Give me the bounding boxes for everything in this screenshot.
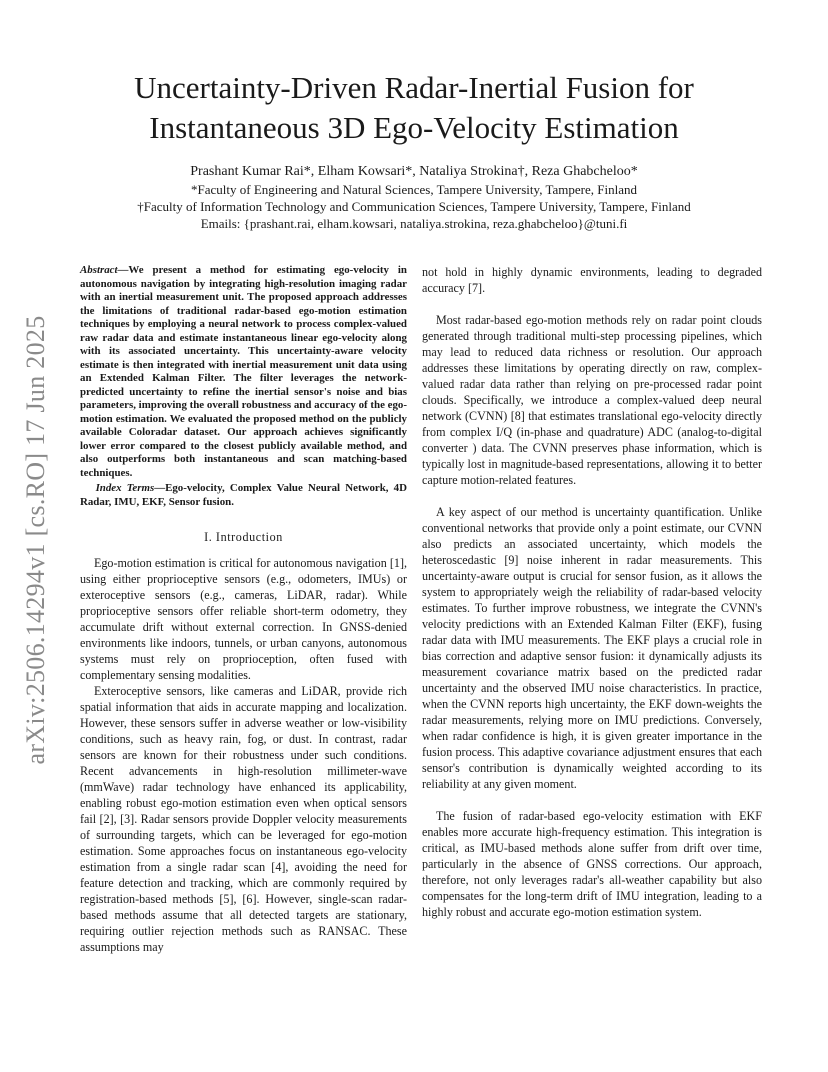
author-emails: Emails: {prashant.rai, elham.kowsari, nataliya.strokina, reza.ghabcheloo}@tuni.fi xyxy=(200,216,628,231)
title-line-1: Uncertainty-Driven Radar-Inertial Fusion for xyxy=(134,70,694,105)
paragraph: Ego-motion estimation is critical for autonomous navigation [1], using either proprioceptive sensors (e.g., odometers, IMUs) or exteroceptive sensors (e.g., cameras, LiDAR, radar). While proprioceptive sensors offer reliable short-term odometry, they accumulate drift without external correction. In GNSS-denied environments like indoors, tunnels, or urban canyons, autonomous systems must rely on proprioception, often fused with complementary sensing modalities. xyxy=(80,556,407,682)
index-terms xyxy=(80,482,407,509)
arxiv-sidebar-stamp xyxy=(16,300,56,780)
abstract-text: —We present a method for estimating ego-velocity in autonomous navigation by integrating high-resolution imaging radar with an inertial measurement unit. The proposed approach addresses the limitations of traditional radar-based ego-motion estimation techniques by employing a neural network to process complex-valued raw radar data and estimate instantaneous linear ego-velocity along with its associated uncertainty. This uncertainty-aware velocity estimate is then integrated with inertial measurement unit data using an Extended Kalman Filter. The filter leverages the network-predicted uncertainty to refine the inertial sensor's noise and bias parameters, improving the overall robustness and accuracy of the ego-motion estimation. We evaluated the proposed method on the publicly available Coloradar dataset. Our approach achieves significantly lower error compared to the closest publicly available method, and also outperforms both instantaneous and scan matching-based techniques. xyxy=(80,264,407,479)
left-column xyxy=(80,264,407,955)
abstract-label: Abstract xyxy=(80,264,118,276)
paper-title xyxy=(60,68,768,148)
affiliation-2: †Faculty of Information Technology and Communication Sciences, Tampere University, Tampere, Finland xyxy=(137,199,691,214)
paragraph: The fusion of radar-based ego-velocity estimation with EKF enables more accurate high-frequency estimation. This integration is critical, as IMU-based methods alone suffer from drift over time, particularly in the absence of GNSS corrections. Our approach, therefore, not only leverages radar's all-weather capability but also compensates for the long-term drift of IMU integration, leading to a highly robust and accurate ego-motion estimation system. xyxy=(422,809,762,919)
affiliations xyxy=(60,181,768,232)
title-line-2: Instantaneous 3D Ego-Velocity Estimation xyxy=(149,110,679,145)
paragraph: not hold in highly dynamic environments, leading to degraded accuracy [7]. xyxy=(422,265,762,295)
paragraph: A key aspect of our method is uncertainty quantification. Unlike conventional networks that provide only a point estimate, our CVNN also predicts an associated uncertainty, which models the heteroscedastic [9] noise inherent in radar measurements. This uncertainty-aware output is crucial for sensor fusion, as it allows the system to appropriately weigh the reliability of radar-based velocity estimates. To further improve robustness, we integrate the CVNN's velocity predictions with an Extended Kalman Filter (EKF), fusing radar data with IMU measurements. The EKF plays a crucial role in bias correction and adaptive sensor fusion: it dynamically adjusts its measurement covariance matrix based on the predicted radar uncertainty and the observed IMU noise characteristics. In practice, when the CVNN reports high uncertainty, the EKF down-weights the radar measurements, relying more on IMU predictions. Conversely, when radar confidence is high, it is given greater importance in the fusion process. This adaptive covariance adjustment ensures that each sensor's contribution is dynamically weighted according to its reliability at any given moment. xyxy=(422,505,762,791)
arxiv-identifier: arXiv:2506.14294v1 [cs.RO] 17 Jun 2025 xyxy=(21,315,50,765)
section-heading-introduction: I. Introduction xyxy=(204,530,283,544)
paragraph: Most radar-based ego-motion methods rely on radar point clouds generated through traditional multi-step processing pipelines, which may lead to reduced data richness or resolution. Our approach addresses these limitations by operating directly on raw, complex-valued radar data rather than relying on pre-processed radar point clouds. Specifically, we introduce a complex-valued deep neural network (CVNN) [8] that estimates translational ego-velocity directly from complex I/Q (in-phase and quadrature) ADC (analog-to-digital converter ) data. The CVNN preserves phase information, which is typically lost in magnitude-based representations, allowing it to better capture motion-related features. xyxy=(422,313,762,487)
affiliation-1: *Faculty of Engineering and Natural Sciences, Tampere University, Tampere, Finland xyxy=(191,182,637,197)
paragraph: Exteroceptive sensors, like cameras and LiDAR, provide rich spatial information that aids in accurate mapping and localization. However, these sensors suffer in adverse weather or low-visibility conditions, such as heavy rain, fog, or dust. In contrast, radar sensors are known for their robustness under such conditions. Recent advancements in high-resolution millimeter-wave (mmWave) radar technology have enhanced its applicability, enabling robust ego-motion estimation even when optical sensors fail [2], [3]. Radar sensors provide Doppler velocity measurements of surrounding targets, which can be leveraged for ego-motion estimation. Some approaches focus on instantaneous ego-velocity estimation from a single radar scan [4], avoiding the need for feature detection and tracking, which are commonly required by registration-based methods [5], [6]. However, single-scan radar-based methods assume that all detected targets are stationary, requiring outlier rejection methods such as RANSAC. These assumptions may xyxy=(80,684,407,954)
right-column xyxy=(422,264,762,936)
index-terms-label: Index Terms xyxy=(95,482,155,494)
author-list: Prashant Kumar Rai*, Elham Kowsari*, Nataliya Strokina†, Reza Ghabcheloo* xyxy=(190,164,638,179)
index-terms-text: —Ego-velocity, Complex Value Neural Network, 4D Radar, IMU, EKF, Sensor fusion. xyxy=(80,482,407,508)
abstract xyxy=(80,264,407,480)
